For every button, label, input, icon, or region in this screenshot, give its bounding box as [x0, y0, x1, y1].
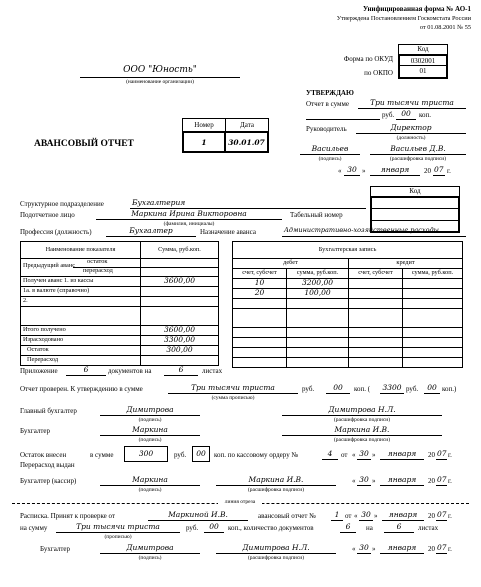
receipt-date-open-quote: « — [354, 512, 358, 520]
entry-row[interactable] — [349, 358, 403, 368]
person-value[interactable]: Маркина Ирина Викторовна — [131, 209, 247, 218]
code-header: Код — [398, 44, 448, 55]
profession-label: Профессия (должность) — [20, 228, 92, 236]
purpose-value[interactable]: Административно-хозяйственные расходы — [284, 226, 439, 234]
receipt-docs-count[interactable]: 6 — [345, 522, 351, 531]
receipt-sign-month[interactable]: января — [387, 543, 417, 552]
receipt-from-label: от — [345, 512, 352, 520]
entry-title: Бухгалтерская запись — [233, 242, 463, 259]
chief-label: Главный бухгалтер — [20, 407, 77, 415]
spent-label: Израсходовано — [21, 336, 141, 346]
check-kop-value[interactable]: 00 — [333, 383, 343, 392]
cashier-day[interactable]: 30 — [359, 475, 369, 484]
check-words-caption: (сумма прописью) — [211, 395, 255, 401]
cash-rub-label: руб. — [174, 451, 187, 459]
approve-sum-words[interactable]: Три тысячи триста — [370, 98, 454, 107]
entry-row[interactable] — [403, 328, 463, 338]
prev-advance-label: Предыдущий аванс — [23, 262, 76, 269]
profession-value[interactable]: Бухгалтер — [129, 226, 173, 235]
entry-2-sum[interactable]: 100,00 — [287, 289, 349, 299]
okud-value[interactable]: 0302001 — [398, 54, 448, 66]
check-kop-label: коп. ( — [354, 385, 371, 393]
receipt-signature-caption: (подпись) — [138, 555, 162, 561]
receipt-year-suffix: г. — [448, 512, 452, 520]
entry-row[interactable] — [287, 309, 349, 328]
debit-account-header: счет, субсчет — [233, 269, 287, 279]
receipt-text-1: Расписка. Принят к проверке от — [20, 512, 116, 520]
check-amount-kop[interactable]: 00 — [427, 383, 437, 392]
debit-sum-header: сумма, руб.коп. — [287, 269, 349, 279]
total-label: Итого получено — [21, 326, 141, 336]
number-header: Номер — [182, 118, 226, 132]
total-value[interactable]: 3600,00 — [141, 326, 219, 336]
entry-row[interactable] — [349, 348, 403, 358]
entry-row[interactable] — [287, 299, 349, 309]
entry-1-credit-sum[interactable] — [403, 279, 463, 289]
approve-date-day[interactable]: 30 — [347, 165, 357, 174]
approve-rub-value[interactable]: 00 — [401, 109, 411, 118]
cashier-signature-caption: (подпись) — [138, 487, 162, 493]
check-amount[interactable]: 3300 — [382, 383, 402, 392]
line-2-value[interactable] — [141, 297, 219, 307]
receipt-sheets-count[interactable]: 6 — [396, 522, 402, 531]
entry-row[interactable] — [403, 348, 463, 358]
cash-month[interactable]: января — [387, 449, 417, 458]
receipt-accountant-label: Бухгалтер — [40, 545, 71, 553]
entry-row[interactable] — [349, 328, 403, 338]
document-date[interactable]: 30.01.07 — [225, 131, 269, 153]
entry-row[interactable] — [403, 309, 463, 328]
cash-sum-label: в сумме — [90, 451, 114, 459]
line-2-label: 2. — [21, 297, 141, 307]
prev-advance-values[interactable] — [141, 259, 219, 277]
col-sum-header: Сумма, руб.коп. — [141, 242, 219, 259]
approve-date-close-quote: » — [362, 167, 366, 175]
cash-amount[interactable]: 300 — [124, 446, 168, 462]
check-amount-kop-label: коп.) — [442, 385, 457, 393]
blank-row — [21, 307, 141, 326]
date-header: Дата — [225, 118, 269, 132]
head-name[interactable]: Васильев Д.В. — [390, 144, 446, 153]
approve-year-prefix: 20 — [424, 167, 431, 175]
cash-rest-label: Остаток внесен — [20, 451, 67, 459]
receipt-from-name[interactable]: Маркиной И.В. — [168, 510, 228, 519]
accountant-signature[interactable]: Маркина — [132, 425, 168, 434]
credit-account-header: счет, субсчет — [349, 269, 403, 279]
entry-2-account[interactable]: 20 — [233, 289, 287, 299]
received-label: Получен аванс 1. из кассы — [21, 277, 141, 287]
appendix-sheets-label: листах — [202, 367, 223, 375]
receipt-sign-year[interactable]: 07 — [437, 543, 447, 552]
approve-year[interactable]: 07 — [434, 165, 444, 174]
check-amount-rub: руб. — [406, 385, 419, 393]
approve-sum-label: Отчет в сумме — [306, 100, 349, 108]
accountant-name-caption: (расшифровка подписи) — [333, 437, 391, 443]
name-caption: (расшифровка подписи) — [389, 156, 447, 162]
cashier-year[interactable]: 07 — [437, 475, 447, 484]
cashier-name[interactable]: Маркина И.В. — [248, 475, 304, 484]
accountant-label: Бухгалтер — [20, 427, 51, 435]
receipt-report-no[interactable]: 1 — [334, 510, 340, 519]
chief-name-caption: (расшифровка подписи) — [333, 417, 391, 423]
org-name[interactable]: ООО "Юность" — [123, 65, 197, 75]
appendix-docs-count[interactable]: 6 — [83, 365, 89, 374]
cashier-year-suffix: г. — [448, 477, 452, 485]
okud-label: Форма по ОКУД — [343, 55, 393, 63]
cash-date-open-quote: « — [352, 451, 356, 459]
receipt-sign-day[interactable]: 30 — [359, 543, 369, 552]
receipt-accountant-signature[interactable]: Димитрова — [126, 543, 174, 552]
document-title: АВАНСОВЫЙ ОТЧЕТ — [34, 139, 134, 149]
cashier-date-close-quote: » — [372, 477, 376, 485]
accountant-name[interactable]: Маркина И.В. — [334, 425, 390, 434]
chief-signature[interactable]: Димитрова — [126, 405, 174, 414]
entry-1-credit-account[interactable] — [349, 279, 403, 289]
head-label: Руководитель — [306, 125, 347, 133]
cash-over-label: Перерасход выдан — [20, 461, 75, 469]
check-label: Отчет проверен. К утверждению в сумме — [20, 385, 143, 393]
check-rub-label: руб. — [302, 385, 315, 393]
currency-label: 1а. в валюте (справочно) — [21, 287, 141, 297]
receipt-docs-label: коп., количество документов — [228, 524, 314, 532]
over-label: Перерасход — [21, 356, 141, 366]
col-name-header: Наименование показателя — [21, 242, 141, 259]
cash-from-label: от — [341, 451, 348, 459]
cash-year-suffix: г. — [448, 451, 452, 459]
credit-sum-header: сумма, руб.коп. — [403, 269, 463, 279]
approve-title: УТВЕРЖДАЮ — [306, 89, 354, 97]
entry-1-account[interactable]: 10 — [233, 279, 287, 289]
purpose-label: Назначение аванса — [200, 228, 256, 236]
over-value[interactable] — [141, 356, 219, 366]
entry-row[interactable] — [349, 309, 403, 328]
info-code-header: Код — [370, 186, 460, 197]
entry-2-credit-account[interactable] — [349, 289, 403, 299]
accountant-signature-caption: (подпись) — [138, 437, 162, 443]
dept-value[interactable]: Бухгалтерия — [132, 198, 186, 207]
cash-year[interactable]: 07 — [437, 449, 447, 458]
cashier-date-open-quote: « — [352, 477, 356, 485]
cashier-year-prefix: 20 — [428, 477, 435, 485]
okpo-label: по ОКПО — [364, 69, 393, 77]
receipt-rub-label: руб. — [186, 524, 199, 532]
receipt-on-label: на — [366, 524, 373, 532]
debit-header: дебет — [233, 259, 349, 269]
approve-date-month[interactable]: января — [380, 165, 410, 174]
chief-signature-caption: (подпись) — [138, 417, 162, 423]
receipt-sum-label: на сумму — [20, 524, 48, 532]
cash-year-prefix: 20 — [428, 451, 435, 459]
receipt-sign-year-suffix: г. — [448, 545, 452, 553]
prev-remainder-label: остаток — [87, 258, 108, 265]
document-number[interactable]: 1 — [182, 131, 226, 153]
receipt-text-2: авансовый отчет № — [258, 512, 316, 520]
entry-row[interactable] — [287, 348, 349, 358]
approve-year-suffix: г. — [447, 167, 451, 175]
appendix-label: Приложение — [20, 367, 58, 375]
entry-row[interactable] — [233, 358, 287, 368]
spent-value[interactable]: 3300,00 — [141, 336, 219, 346]
receipt-accountant-name[interactable]: Димитрова Н.Л. — [242, 543, 310, 552]
receipt-day[interactable]: 30 — [361, 510, 371, 519]
position-caption: (должность) — [396, 135, 426, 141]
receipt-sum-words[interactable]: Три тысячи триста — [76, 522, 160, 531]
approved-line: Утверждена Постановлением Госкомстата России — [336, 15, 471, 22]
cashier-signature[interactable]: Маркина — [132, 475, 168, 484]
entry-row[interactable] — [287, 328, 349, 338]
dept-label: Структурное подразделение — [20, 200, 104, 208]
receipt-year-prefix: 20 — [428, 512, 435, 520]
date-line: от 01.08.2001 № 55 — [419, 24, 471, 31]
entry-row[interactable] — [233, 299, 287, 309]
accounting-entry-table — [232, 241, 463, 368]
entry-row[interactable] — [349, 299, 403, 309]
appendix-docs-label: документов на — [108, 367, 152, 375]
entry-row[interactable] — [403, 338, 463, 348]
entry-row[interactable] — [233, 328, 287, 338]
entry-row[interactable] — [233, 348, 287, 358]
receipt-year[interactable]: 07 — [437, 510, 447, 519]
check-words[interactable]: Три тысячи триста — [191, 383, 275, 392]
entry-row[interactable] — [287, 338, 349, 348]
cash-kop[interactable]: 00 — [192, 446, 210, 462]
entry-2-credit-sum[interactable] — [403, 289, 463, 299]
org-caption: (наименование организации) — [126, 79, 194, 85]
cashier-month[interactable]: января — [387, 475, 417, 484]
prev-advance-cell — [21, 259, 141, 277]
entry-row[interactable] — [233, 338, 287, 348]
approve-kop-label: коп. — [419, 111, 432, 119]
receipt-sign-year-prefix: 20 — [428, 545, 435, 553]
receipt-month[interactable]: января — [388, 510, 418, 519]
cash-date-close-quote: » — [372, 451, 376, 459]
person-label: Подотчетное лицо — [20, 211, 75, 219]
credit-header: кредит — [349, 259, 463, 269]
cash-order-label: коп. по кассовому ордеру № — [214, 451, 299, 459]
form-line: Унифицированная форма № АО-1 — [362, 5, 471, 13]
entry-row[interactable] — [287, 358, 349, 368]
cash-day[interactable]: 30 — [359, 449, 369, 458]
advance-summary-table — [20, 241, 219, 366]
cashier-name-caption: (расшифровка подписи) — [247, 487, 305, 493]
rest-value[interactable]: 300,00 — [141, 346, 219, 356]
entry-row[interactable] — [403, 299, 463, 309]
receipt-name-caption: (расшифровка подписи) — [247, 555, 305, 561]
entry-row[interactable] — [349, 338, 403, 348]
cash-order-no[interactable]: 4 — [327, 449, 333, 458]
receipt-kop-value[interactable]: 00 — [209, 522, 219, 531]
approve-rub-label: руб. — [382, 111, 395, 119]
receipt-sign-date-close-quote: » — [372, 545, 376, 553]
receipt-date-close-quote: » — [374, 512, 378, 520]
cut-line-label: линия отреза — [218, 499, 262, 505]
cashier-label: Бухгалтер (кассир) — [20, 477, 77, 485]
signature-caption: (подпись) — [318, 156, 342, 162]
receipt-words-caption: (прописью) — [104, 534, 132, 540]
blank-value[interactable] — [141, 307, 219, 326]
received-value[interactable]: 3600,00 — [141, 277, 219, 287]
receipt-sign-date-open-quote: « — [352, 545, 356, 553]
chief-name[interactable]: Димитрова Н.Л. — [328, 405, 396, 414]
entry-row[interactable] — [233, 309, 287, 328]
tab-label: Табельный номер — [290, 211, 343, 219]
appendix-sheets-count[interactable]: 6 — [178, 365, 184, 374]
rest-label: Остаток — [21, 346, 141, 356]
approve-date-open-quote: « — [338, 167, 342, 175]
head-signature[interactable]: Васильев — [311, 144, 349, 153]
prev-overspend-label: перерасход — [83, 267, 113, 274]
entry-1-sum[interactable]: 3200,00 — [287, 279, 349, 289]
receipt-sheets-label: листах — [418, 524, 439, 532]
entry-row[interactable] — [403, 358, 463, 368]
currency-value[interactable] — [141, 287, 219, 297]
person-caption: (фамилия, инициалы) — [163, 221, 215, 227]
head-position[interactable]: Директор — [390, 123, 432, 132]
okpo-value[interactable]: 01 — [398, 66, 448, 79]
